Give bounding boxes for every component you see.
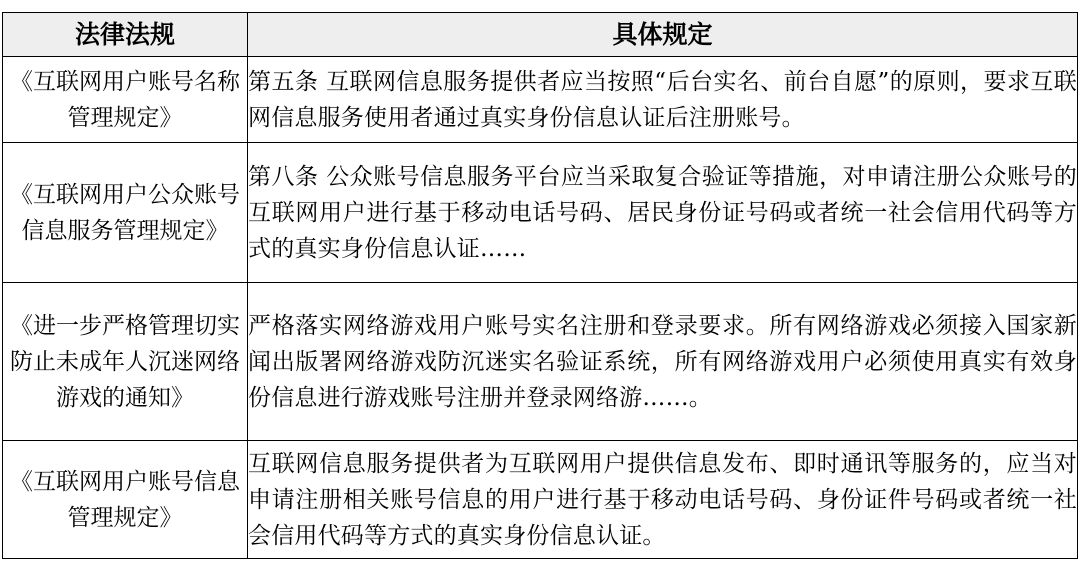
detail-cell [248,283,1078,441]
detail-cell [248,57,1078,143]
header-detail: 具体规定 [248,13,1078,57]
detail-text: 第八条 公众账号信息服务平台应当采取复合验证等措施，对申请注册公众账号的互联网用户进行基于移动电话号码、居民身份证号码或者统一社会信用代码等方式的真实身份信息认证…… [248,163,1077,262]
detail-cell [248,143,1078,283]
header-row [3,13,1078,57]
table-row [3,441,1078,559]
law-name-cell [3,143,248,283]
detail-text: 第五条 互联网信息服务提供者应当按照“后台实名、前台自愿”的原则，要求互联网信息服务使用者通过真实身份信息认证后注册账号。 [248,68,1077,131]
table-row [3,57,1078,143]
law-name-cell [3,283,248,441]
detail-cell [248,441,1078,559]
regulations-table [2,12,1078,559]
law-name: 《进一步严格管理切实防止未成年人沉迷网络游戏的通知》 [10,312,240,411]
detail-text: 互联网信息服务提供者为互联网用户提供信息发布、即时通讯等服务的，应当对申请注册相关账号信息的用户进行基于移动电话号码、身份证件号码或者统一社会信用代码等方式的真实身份信息认证。 [248,450,1077,549]
detail-text: 严格落实网络游戏用户账号实名注册和登录要求。所有网络游戏必须接入国家新闻出版署网络游戏防沉迷实名验证系统，所有网络游戏用户必须使用真实有效身份信息进行游戏账号注册并登录网络游……。 [248,312,1077,411]
law-name-cell [3,57,248,143]
header-law: 法律法规 [3,13,248,57]
law-name-cell [3,441,248,559]
table-row [3,283,1078,441]
law-name: 《互联网用户公众账号信息服务管理规定》 [10,181,240,244]
table-header [3,13,1078,57]
law-name: 《互联网用户账号名称管理规定》 [10,68,240,131]
table-row [3,143,1078,283]
table-body [3,57,1078,559]
law-name: 《互联网用户账号信息管理规定》 [10,468,240,531]
